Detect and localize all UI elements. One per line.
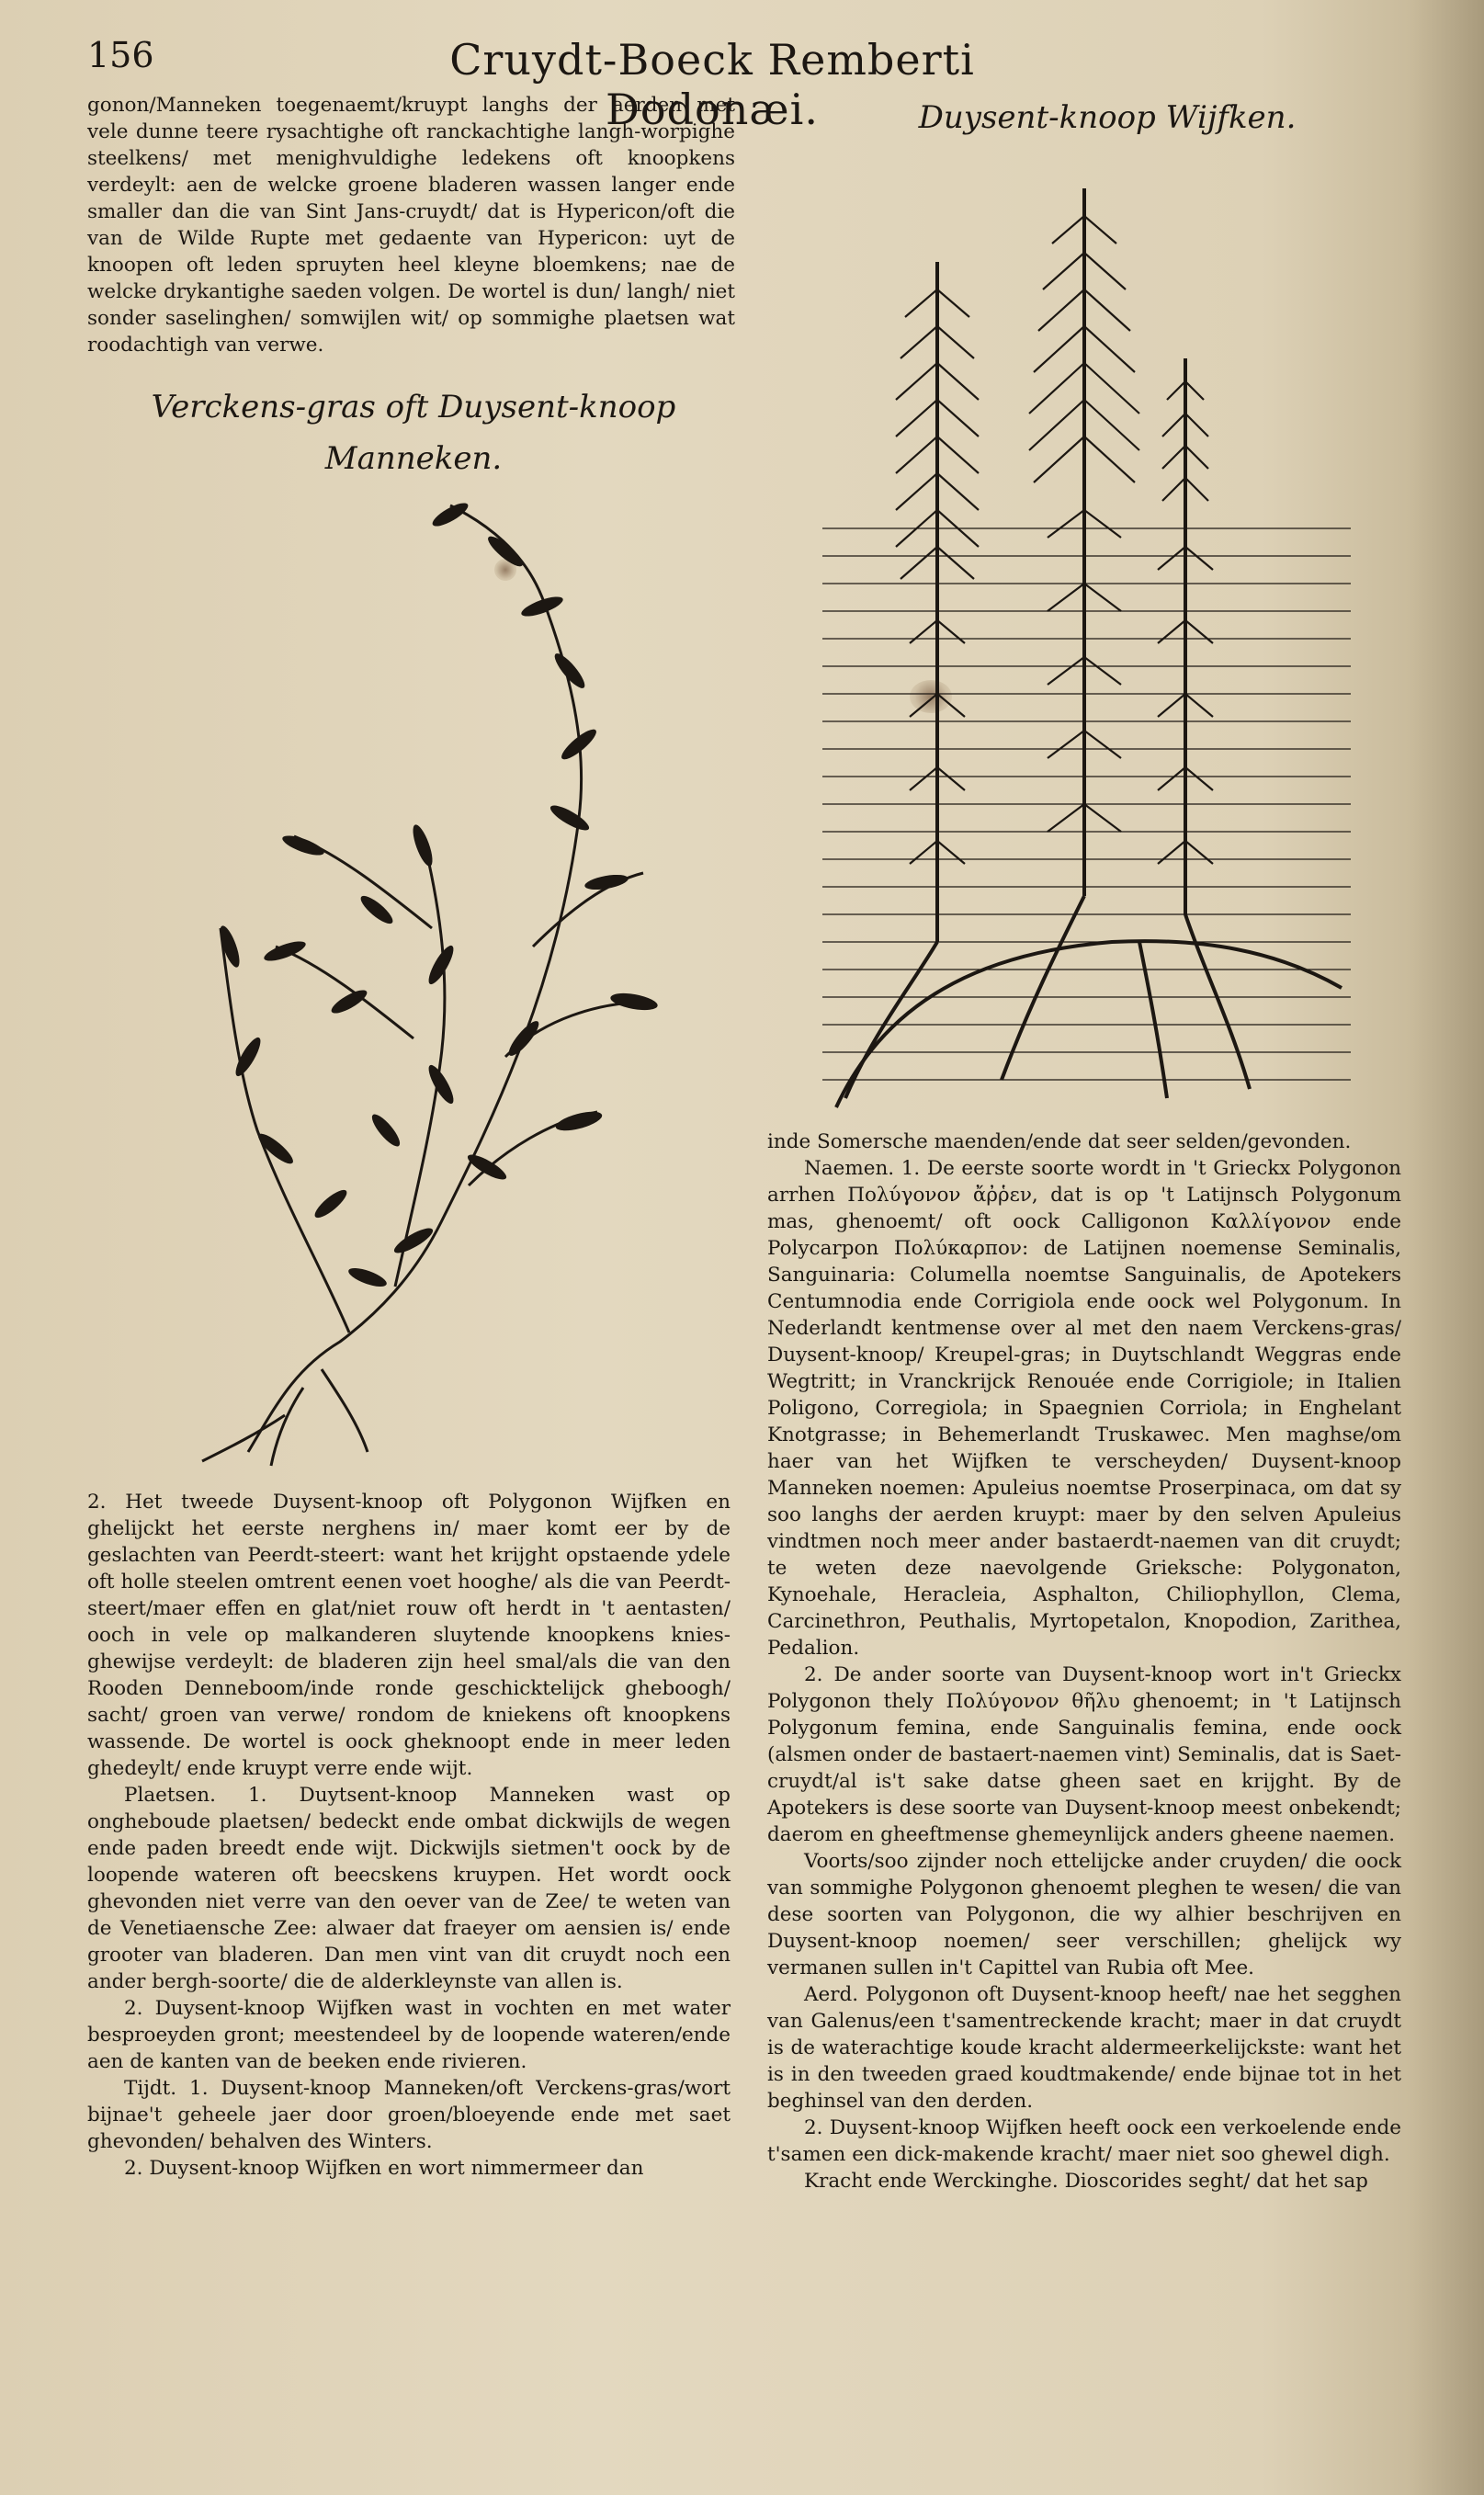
naemen-label: Naemen. — [804, 1157, 895, 1180]
intro-paragraph: gonon/Manneken toegenaemt/kruypt langhs der aerden met vele dunne teere rysachtighe oft ranckachtighe langh-worpighe steelkens/ met menighvuldighe ledekens oft knoopkens verdeylt: aen de welcke groene bladeren wassen langer ende smaller dan die van Sint Jans-cruydt/ dat is Hypericon/oft die van de Wilde Rupte met gedaente van Hypericon: uyt de knoopen oft leden spruyten heel kleyne bloemkens; nae de welcke drykantighe saeden volgen. De wortel is dun/ langh/ niet sonder saselinghen/ somwijlen wit/ op sommighe plaetsen wat roodachtigh van verwe. — [87, 94, 735, 357]
aerd-text: Polygonon oft Duysent-knoop heeft/ nae het segghen van Galenus/een t'samentreckende kracht; maer in dat cruydt is de waterachtige koude kracht aldermeerkelijckste: want het is in den tweeden graed koudtmakende/ ende bijnae tot in het beghinsel van den derden. — [767, 1983, 1401, 2113]
section-2-description: 2. Het tweede Duysent-knoop oft Polygonon Wijfken en ghelijckt het eerste nerghens in/ maer komt eer by de geslachten van Peerdt-steert: want het krijght opstaende ydele oft holle steelen omtrent eenen voet hooghe/ als die van Peerdt-steert/maer effen en glat/niet rouw oft herdt in 't aentasten/ ooch in vele op malkanderen sluytende knoopkens knies-ghewijse verdeylt: de bladeren zijn heel smal/als die van den Rooden Denneboom/inde ronde geschicktelijck gheboogh/ sacht/ groen van verwe/ rondom de kniekens oft knoopkens wassende. De wortel is oock gheknoopt ende in meer leden ghedeylt/ ende kruypt verre ende wijt. — [87, 1491, 731, 1780]
tijdt-2: 2. Duysent-knoop Wijfken en wort nimmermeer dan — [124, 2157, 644, 2180]
naemen-text: 1. De eerste soorte wordt in 't Grieckx Polygonon arrhen Πολύγονον ἄῤῥεν, dat is op 't Latijnsch Polygonum mas, ghenoemt/ oft oock Calligonon Καλλίγονον ende Polycarpon Πολύκαρπον: de Latijnen noemense Seminalis, Sanguinaria: Columella noemtse Sanguinalis, de Apotekers Centumnodia ende Corrigiola ende oock wel Polygonum. In Nederlandt kentmense over al met den naem Verckens-gras/ Duysent-knoop/ Kreupel-gras; in Duytschlandt Weggras ende Wegtritt; in Vranckrijck Renouée ende Corrigiole; in Italien Poligono, Corregiola; in Spaegnien Corriola; in Enghelant Knotgrasse; in Behemerlandt Truskawec. Men maghse/om haer van het Wijfken te verscheyden/ Duysent-knoop Manneken noemen: Apuleius noemtse Proserpinaca, om dat sy soo langhs der aerden kruypt: maer by den selven Apuleius vindtmen noch meer ander bastaerdt-naemen van dit cruydt; te weten deze naevolgende Grieksche: Polygonaton, Kynoehale, Heracleia, Asphalton, Chiliophyllon, Clema, Carcinethron, Peuthalis, Myrtopetalon, Knopodion, Zarithea, Pedalion. — [767, 1157, 1401, 1660]
plaetsen-label: Plaetsen. — [124, 1784, 216, 1807]
voorts-paragraph: Voorts/soo zijnder noch ettelijcke ander cruyden/ die oock van sommighe Polygonon ghenoemt pleghen te wesen/ die van dese soorten van Polygonon, die wy alhier beschrijven en Duysent-knoop noemen/ seer verschillen; ghelijck wy vermanen sullen in't Capittel van Rubia oft Mee. — [767, 1850, 1401, 1979]
kracht-label: Kracht ende Werckinghe. — [804, 2170, 1059, 2193]
left-figure-caption — [92, 381, 735, 484]
page-number: 156 — [87, 35, 154, 75]
naemen-2: 2. De ander soorte van Duysent-knoop wort in't Grieckx Polygonon thely Πολύγονον θῆλυ ghenoemt; in 't Latijnsch Polygonum femina, ende Sanguinalis femina, ende oock (alsmen onder de bastaert-naemen vint) Seminalis, dat is Saet-cruydt/al is't sake datse gheen saet en krijght. By de Apotekers is dese soorte van Duysent-knoop meest onbekendt; daerom en gheeftmense ghemeynlijck anders gheene naemen. — [767, 1663, 1401, 1846]
plaetsen-text: 1. Duytsent-knoop Manneken wast op ongheboude plaetsen/ bedeckt ende ombat dickwijls de wegen ende paden breedt ende wijt. Dickwijls sietmen't oock by de loopende wateren oft beecskens kruypen. Het wordt oock ghevonden niet verre van den oever van de Zee/ te weten van de Venetiaensche Zee: alwaer dat fraeyer om aensien is/ ende grooter van bladeren. Dan men vint van dit cruydt noch een ander bergh-soorte/ die de alderkleynste van allen is. — [87, 1784, 731, 1993]
kracht-text: Dioscorides seght/ dat het sap — [1064, 2170, 1368, 2193]
tijdt-text: 1. Duysent-knoop Manneken/oft Verckens-gras/wort bijnae't geheele jaer door groen/bloeyende ende met saet ghevonden/ behalven des Winters. — [87, 2077, 731, 2153]
continuation-line: inde Somersche maenden/ende dat seer selden/gevonden. — [767, 1130, 1352, 1153]
tijdt-label: Tijdt. — [124, 2077, 177, 2100]
left-caption-line1: Verckens-gras oft Duysent-knoop — [151, 389, 676, 425]
plaetsen-2: 2. Duysent-knoop Wijfken wast in vochten en met water besproeyden gront; meestendeel by de loopende wateren/ende aen de kanten van de beeken ende rivieren. — [87, 1997, 731, 2073]
left-intro-text — [87, 92, 735, 377]
running-title: Cruydt-Boeck Remberti Dodonæi. — [449, 35, 975, 134]
woodcut-polygonum-femina — [818, 161, 1369, 1117]
woodcut-polygonum-mas — [138, 487, 689, 1470]
aerd-label: Aerd. — [804, 1983, 859, 2006]
right-body-text — [767, 1128, 1401, 2452]
left-body-text — [87, 1489, 731, 2426]
left-caption-line2: Manneken. — [324, 440, 503, 477]
right-figure-caption: Duysent-knoop Wijfken. — [918, 99, 1297, 136]
aerd-2: 2. Duysent-knoop Wijfken heeft oock een verkoelende ende t'samen een dick-makende kracht/ maer niet soo ghewel digh. — [767, 2116, 1401, 2166]
